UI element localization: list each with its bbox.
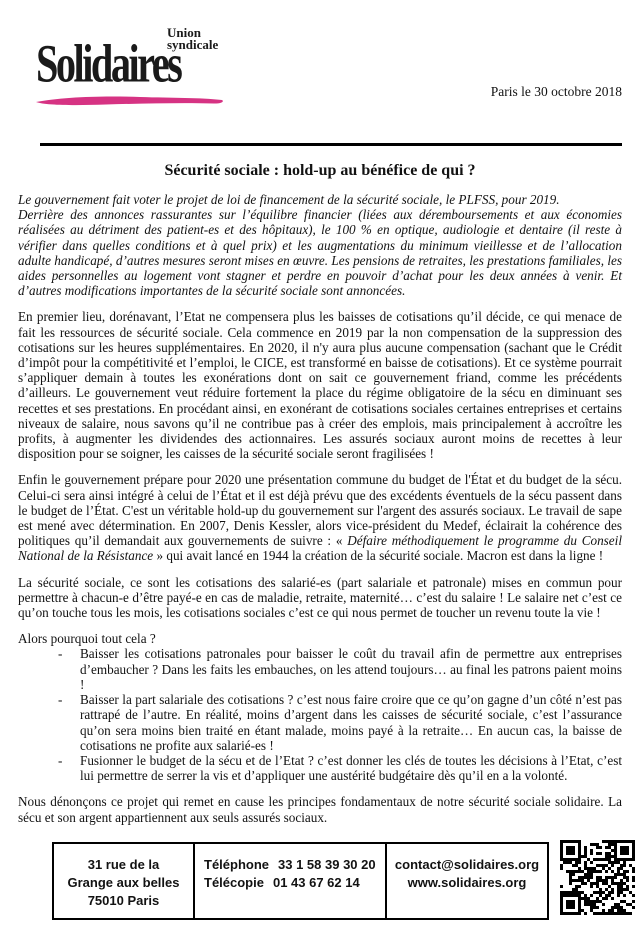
letterhead: [0, 0, 642, 146]
phone-block: [195, 844, 387, 918]
bullet-list: [18, 646, 622, 783]
closing-paragraph: Nous dénonçons ce projet qui remet en cause les principes fondamentaux de notre sécurité sociale solidaire. La sécu et son argent appartiennent aux seuls assurés sociaux.: [18, 794, 622, 825]
intro-rest: Derrière des annonces rassurantes sur l’équilibre financier (liées aux déremboursements et aux économies réalisées au détriment des patient-es et des hôpitaux), le 100 % en optique, audiologie et dentaire (il reste à vérifier dans quelles conditions et à quel prix) et les augmentations du minimum vieillesse et de l’allocation adulte handicapé, d’autres mesures seront mises en œuvre. Les pensions de retraites, les prestations familiales, les aides personnelles au logement vont stagner et perdre en pouvoir d’achat pour les deux années à venir. Et d’autres modifications importantes de la sécurité sociale sont annoncées.: [18, 207, 622, 299]
address-line: 31 rue de la: [87, 857, 160, 872]
document-title: Sécurité sociale : hold-up au bénéfice de qui ?: [164, 162, 476, 179]
qr-code: [560, 840, 635, 915]
paragraph-budget-text: Enfin le gouvernement prépare pour 2020 une présentation commune du budget de l'État et du budget de la sécu. Celui-ci sera ainsi intégré à celui de l’État et il est déjà prévu que des excédents éventuels de la sécu passent dans le budget de l’État. C'est un véritable hold-up du gouvernement sur l'argent des assurés sociaux. Le travail de sape est mené avec détermination. En 2007, Denis Kessler, alors vice-président du Medef, éclairait la cohérence des politiques qu’il demandait aux gouvernements de suivre : «: [18, 472, 622, 549]
phone-line: [204, 856, 385, 874]
email-link[interactable]: contact@solidaires.org: [394, 857, 540, 872]
phone-label: Téléphone: [204, 857, 270, 872]
intro-first-line: Le gouvernement fait voter le projet de loi de financement de la sécurité sociale, le PLFSS, pour 2019.: [18, 192, 560, 207]
kessler-quote: Défaire méthodiquement le programme du Conseil National de la Résistance: [18, 533, 622, 564]
fax-line: [204, 874, 385, 892]
logo-underline-swoosh-icon: [32, 94, 226, 108]
intro-paragraph: [18, 192, 622, 298]
dash-marker: -: [58, 692, 63, 708]
letter-body: [0, 161, 642, 825]
syndicale-line: syndicale: [167, 37, 219, 52]
question-line: Alors pourquoi tout cela ?: [18, 631, 156, 647]
list-item: [18, 692, 622, 753]
list-item: [18, 753, 622, 783]
contact-box: [52, 842, 549, 920]
list-item: [18, 646, 622, 692]
paragraph-cotisations: La sécurité sociale, ce sont les cotisations des salarié-es (part salariale et patronale) mises en commun pour permettre à chacun-e d’être payé-e en cas de maladie, retraite, maternité… c’est du salaire ! Le salaire net c’est ce qu’on touche tous les mois, les cotisations sociales c’est ce qui nous permet de toucher un revenu toute la vie !: [18, 574, 622, 621]
address-line: 75010 Paris: [87, 893, 160, 908]
dash-marker: -: [58, 646, 63, 662]
paragraph-compensation: En premier lieu, dorénavant, l’Etat ne compensera plus les baisses de cotisations qu’il décide, ce qui menace de fait les ressources de sécurité sociale. Cela commence en 2019 par la non compensation de la suppression des cotisations sur les heures supplémentaires. En 2020, il n'y aura plus aucune compensation (sachant que le Crédit d’impôt pour la compétitivité et l’emploi, le CICE, est transformé en baisse de cotisations). Et ce système pourrait s’appliquer demain à toutes les exonérations dont on sait ce gouvernement friand, comme les précédents d’ailleurs. Le gouvernement veut réduire fortement la place du régime obligatoire de la sécu en diminuant ses recettes et ses prestations. En procédant ainsi, en exonérant de cotisations sociales certaines entreprises et certains niveaux de salaire, nous savons qu’il ne contribue pas à créer des emplois, mais principalement à accroître les profits, à augmenter les dividendes des actionnaires. Les assurés sociaux auront moins de recettes à leur disposition pour se soigner, les caisses de la sécurité sociale seront fragilisées !: [18, 309, 622, 462]
phone-number: 33 1 58 39 30 20: [278, 857, 376, 872]
paragraph-budget-end: » qui avait lancé en 1944 la création de la sécurité sociale. Macron est dans la ligne !: [153, 548, 604, 564]
list-item-text: Baisser les cotisations patronales pour baisser le coût du travail afin de permettre aux entreprises d’embaucher ? Dans les faits les embauches, on les attend toujours… au final les patrons paient moins !: [80, 646, 622, 692]
dateline: Paris le 30 octobre 2018: [490, 84, 622, 99]
website-link[interactable]: www.solidaires.org: [407, 875, 527, 890]
list-item-text: Baisser la part salariale des cotisations ? c’est nous faire croire que ce qu’on gagne d’un côté n’est pas rattrapé de l’autre. En réalité, moins d’argent dans les caisses de sécurité sociale, c’est l’assurance qu’on sera moins bien traité en étant malade, moins payé à la retraite… En aucun cas, la baisse de cotisations ne profite aux salarié-es !: [80, 692, 622, 753]
address-line: Grange aux belles: [67, 875, 180, 890]
address-block: [54, 844, 195, 918]
fax-number: 01 43 67 62 14: [272, 875, 360, 890]
header-divider: [40, 143, 622, 146]
solidaires-logo-wordmark: Solidaires: [36, 34, 181, 94]
dash-marker: -: [58, 752, 63, 768]
fax-label: Télécopie: [204, 875, 264, 890]
union-syndicale-label: [167, 27, 218, 51]
paragraph-budget: [18, 472, 622, 563]
list-item-text: Fusionner le budget de la sécu et de l’Etat ? c’est donner les clés de toutes les décisions à l’Etat, c’est lui permettre de serrer la vis et d’appliquer une austérité budgétaire dès qu’il en a la volonté.: [80, 752, 622, 784]
union-line: Union: [167, 25, 201, 40]
web-block: [387, 844, 547, 918]
